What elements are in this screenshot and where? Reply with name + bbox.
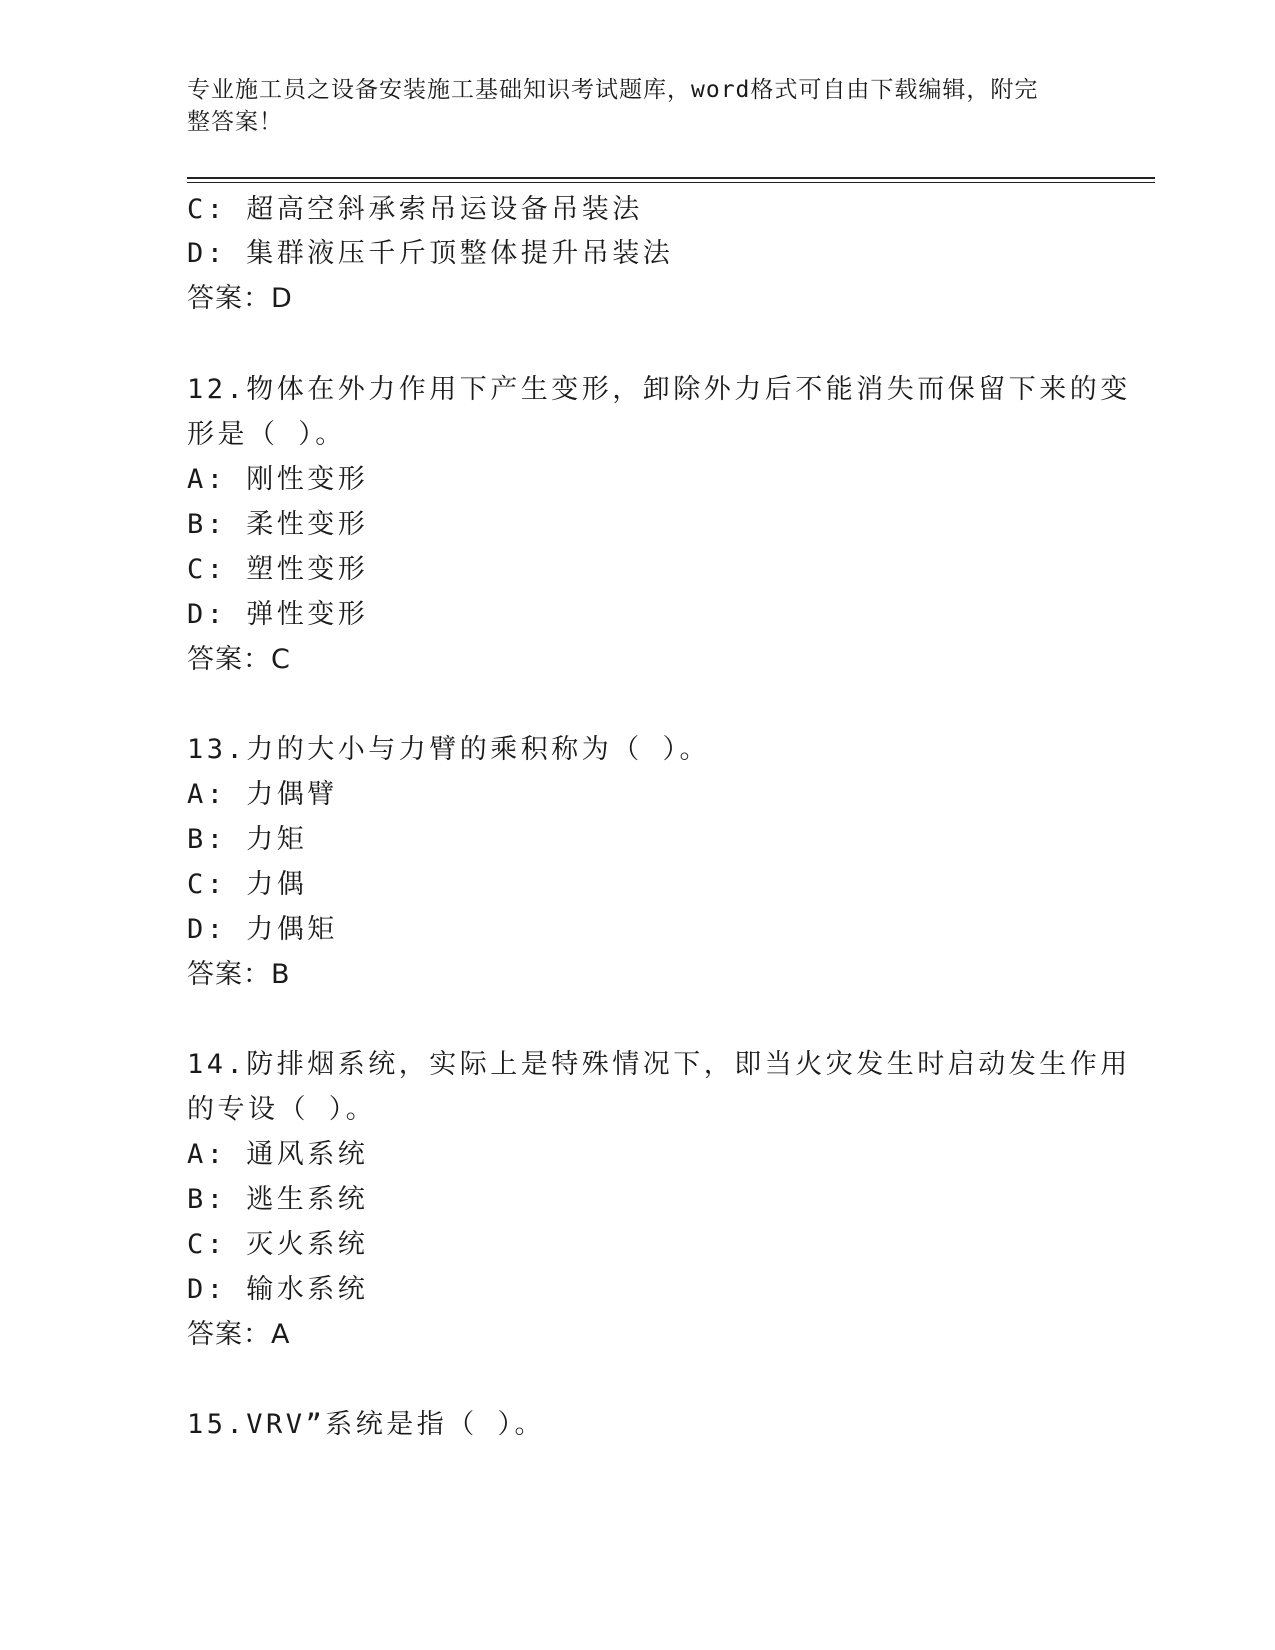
q12-option-c: C: 塑性变形 (187, 554, 369, 585)
q12-option-b: B: 柔性变形 (187, 509, 369, 540)
q14-stem-line-1: 14.防排烟系统，实际上是特殊情况下，即当火灾发生时启动发生作用 (187, 1049, 1131, 1080)
q11-answer: 答案：D (187, 283, 293, 314)
document-header (187, 74, 1067, 138)
q12-option-d: D: 弹性变形 (187, 599, 369, 630)
q14-stem-line-2: 的专设（ ）。 (187, 1094, 377, 1125)
header-divider-thin (187, 182, 1155, 183)
q12-answer: 答案：C (187, 644, 291, 675)
q14-option-d: D: 输水系统 (187, 1274, 369, 1305)
q13-option-b: B: 力矩 (187, 824, 308, 855)
header-divider-thick (187, 177, 1155, 179)
q14-option-b: B: 逃生系统 (187, 1184, 369, 1215)
q13-option-c: C: 力偶 (187, 869, 308, 900)
q13-answer: 答案：B (187, 959, 291, 990)
header-title-line-2: 整答案！ (187, 109, 283, 135)
q14-option-a: A: 通风系统 (187, 1139, 369, 1170)
q12-option-a: A: 刚性变形 (187, 464, 369, 495)
q15-stem-line-1: 15.VRV”系统是指（ ）。 (187, 1409, 546, 1440)
q12-stem-line-2: 形是（ ）。 (187, 419, 346, 450)
q13-option-a: A: 力偶臂 (187, 779, 338, 810)
q14-option-c: C: 灭火系统 (187, 1229, 369, 1260)
q13-option-d: D: 力偶矩 (187, 914, 338, 945)
q12-stem-line-1: 12.物体在外力作用下产生变形，卸除外力后不能消失而保留下来的变 (187, 374, 1131, 405)
header-title-line-1: 专业施工员之设备安装施工基础知识考试题库，word格式可自由下载编辑，附完 (187, 77, 1039, 103)
q11-option-c: C: 超高空斜承索吊运设备吊装法 (187, 194, 643, 225)
q13-stem-line-1: 13.力的大小与力臂的乘积称为（ ）。 (187, 734, 711, 765)
q14-answer: 答案：A (187, 1319, 291, 1350)
q11-option-d: D: 集群液压千斤顶整体提升吊装法 (187, 238, 674, 269)
